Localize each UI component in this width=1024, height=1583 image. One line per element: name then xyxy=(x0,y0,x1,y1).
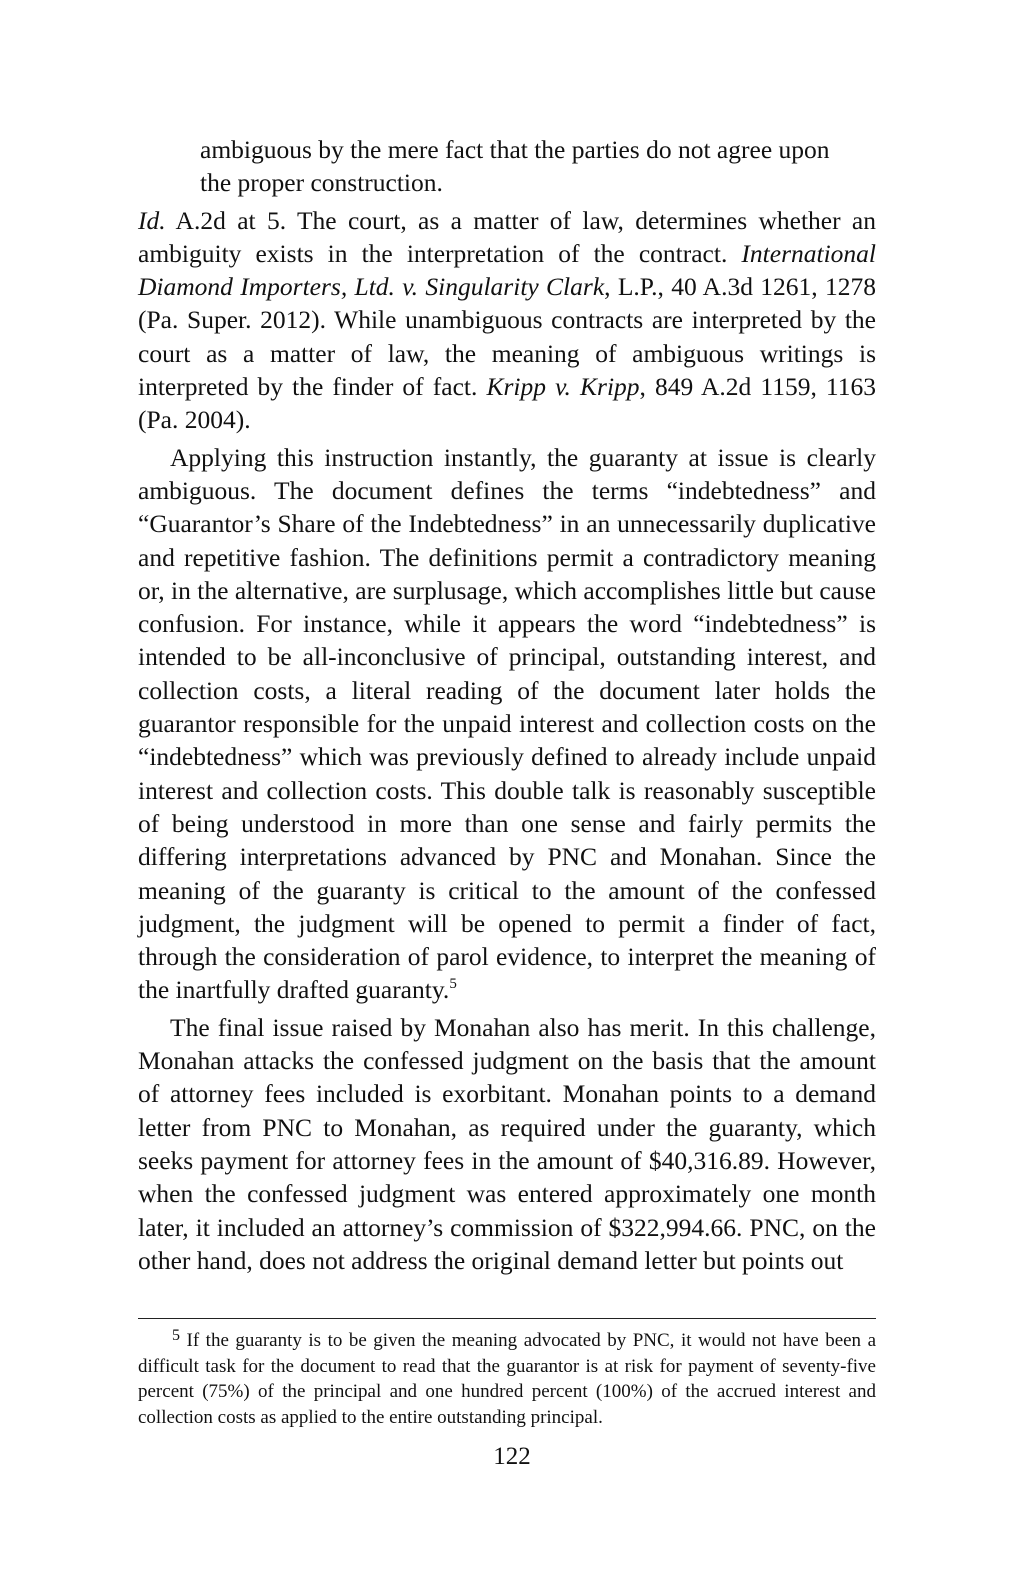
case-name-international-diamond: International Diamond Importers, Ltd. v. Singularity Clark xyxy=(138,238,876,302)
paragraph-attorney-fees-text: The final issue raised by Monahan also has merit. In this challenge, Monahan attacks the confessed judgment on the basis that the amount of attorney fees included is exorbitant. Monahan points to a demand letter from PNC to Monahan, as required under the guaranty, which seeks payment for attorney fees in the amount of $40,316.89. However, when the confessed judgment was entered approximately one month later, it included an attorney’s commission of $322,994.66. PNC, on the other hand, does not address the original demand letter but points out xyxy=(138,1012,876,1275)
paragraph-guaranty-text: Applying this instruction instantly, the guaranty at issue is clearly ambiguous. The document defines the terms “indebtedness” and “Guarantor’s Share of the Indebtedness” in an unnecessarily duplicative and repetitive fashion. The definitions permit a contradictory meaning or, in the alternative, are surplusage, which accomplishes little but cause confusion. For instance, while it appears the word “indebtedness” is intended to be all-inconclusive of principal, outstanding interest, and collection costs, a literal reading of the document later holds the guarantor responsible for the unpaid interest and collection costs on the “indebtedness” which was previously defined to already include unpaid interest and collection costs. This double talk is reasonably susceptible of being understood in more than one sense and fairly permits the differing interpretations advanced by PNC and Monahan. Since the meaning of the guaranty is critical to the amount of the confessed judgment, the judgment will be opened to permit a finder of fact, through the consideration of parol evidence, to interpret the meaning of the inartfully drafted guaranty. xyxy=(138,442,876,1005)
block-quote-text: ambiguous by the mere fact that the parties do not agree upon the proper construction. xyxy=(200,135,830,198)
paragraph-citations xyxy=(138,204,876,437)
paragraph-attorney-fees xyxy=(138,1011,876,1277)
paragraph-citations-text-1: A.2d at 5. The court, as a matter of law, determines whether an ambiguity exists in the interpretation of the contract. xyxy=(138,205,876,268)
page-number: 122 xyxy=(493,1443,531,1470)
case-name-kripp: Kripp v. Kripp xyxy=(486,372,640,402)
footnote-number: 5 xyxy=(172,1327,180,1344)
paragraph-citations-text-3: , 849 A.2d 1159, 1163 (Pa. 2004). xyxy=(138,372,876,435)
footnote-divider xyxy=(138,1318,876,1319)
block-quote xyxy=(200,133,840,200)
footnote xyxy=(138,1328,876,1430)
main-text-column xyxy=(138,133,876,1281)
paragraph-citations-text-2: , L.P., 40 A.3d 1261, 1278 (Pa. Super. 2012). While unambiguous contracts are interpreted by the court as a matter of law, the meaning of ambiguous writings is interpreted by the finder of fact. xyxy=(138,272,876,402)
footnote-reference[interactable]: 5 xyxy=(449,976,457,993)
id-citation: Id. xyxy=(138,205,166,235)
footnote-text: If the guaranty is to be given the meaning advocated by PNC, it would not have been a difficult task for the document to read that the guarantor is at risk for payment of seventy-five percent (75%) of the principal and one hundred percent (100%) of the accrued interest and collection costs as applied to the entire outstanding principal. xyxy=(138,1330,877,1428)
paragraph-guaranty-ambiguous xyxy=(138,441,876,1007)
